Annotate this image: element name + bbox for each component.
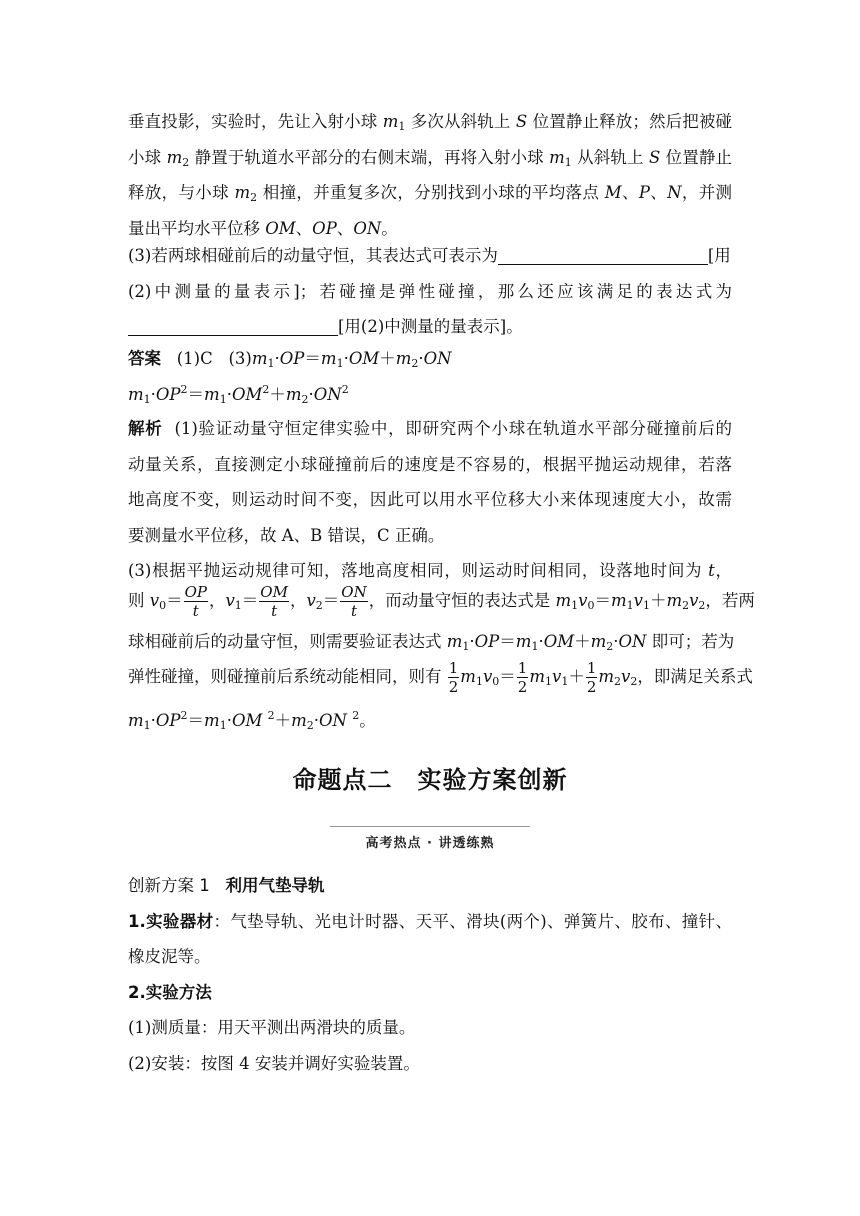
answer-blank — [498, 244, 708, 265]
section-subtitle-banner — [330, 826, 530, 856]
text-line: 则 $v_0=$ $\frac{OP}{t}$ ，$v_1=$ $\frac{OM}{t}$ ，$v_2=$ $\frac{ON}{t}$ ，而动量守恒的表达式是 $m_1v_0=m_1v_1+m_2v_2$，若两 — [128, 583, 755, 620]
answer-line: 答案 (1)C $(3)m_1\cdot OP=m_1\cdot OM+m_2\cdot ON$ — [128, 349, 452, 370]
text-line: (3)根据平抛运动规律可知，落地高度相同，则运动时间相同，设落地时间为 t， — [128, 561, 733, 580]
scheme-block — [128, 868, 732, 1081]
fraction: $\frac{1}{2}$ — [448, 659, 459, 696]
answer-blank — [128, 315, 338, 336]
fraction: $\frac{ON}{t}$ — [341, 583, 367, 620]
analysis-formula-line — [128, 580, 755, 622]
fraction: $\frac{OP}{t}$ — [184, 583, 207, 620]
fraction: $\frac{1}{2}$ — [586, 659, 597, 696]
analysis-energy-line — [128, 656, 753, 698]
text-line: 2.实验方法 — [128, 982, 212, 1002]
question-3 — [128, 238, 732, 345]
analysis-final — [128, 703, 732, 739]
section-subtitle: 高考热点 · 讲透练熟 — [365, 836, 495, 851]
text-line: 要测量水平位移，故 A、B 错误，C 正确。 — [128, 525, 445, 545]
text-line: 量出平均水平位移 OM、OP、ON。 — [128, 218, 398, 238]
text-line: 解析 (1)验证动量守恒定律实验中，即研究两个小球在轨道水平部分碰撞前后的 — [128, 419, 733, 438]
analysis-label: 解析 — [128, 419, 163, 438]
answer-line: $m_1\cdot OP^2=m_1\cdot OM^2+m_2\cdot ON^2$ — [128, 382, 349, 406]
text-line: 垂直投影，实验时，先让入射小球 $m_1$ 多次从斜轨上 S 位置静止释放；然后把被碰 — [128, 112, 732, 133]
text-line: (3)若两球相碰前后的动量守恒，其表达式可表示为 [用 — [128, 246, 731, 265]
text-line: [用(2)中测量的量表示]。 — [128, 309, 732, 345]
text-line: 地高度不变，则运动时间不变，因此可以用水平位移大小来体现速度大小，故需 — [128, 490, 732, 509]
scheme-heading: 创新方案 1 利用气垫导轨 — [128, 876, 325, 895]
answer-label: 答案 — [128, 349, 161, 368]
section-title: 命题点二 实验方案创新 — [292, 766, 568, 794]
fraction: $\frac{OM}{t}$ — [260, 583, 288, 620]
answer-block — [128, 341, 732, 412]
text-line: 球相碰前后的动量守恒，则需要验证表达式 $m_1\cdot OP=m_1\cdot OM+m_2\cdot ON$ 即可；若为 — [128, 632, 735, 653]
text-line: (2)中测量的量表示]；若碰撞是弹性碰撞，那么还应该满足的表达式为 — [128, 281, 732, 301]
divider — [330, 826, 530, 827]
text-line: 橡皮泥等。 — [128, 947, 211, 966]
analysis-part3-cont — [128, 624, 735, 660]
text-line: $m_1\cdot OP^2=m_1\cdot OM$ $^2+m_2\cdot ON$ $^2$。 — [128, 709, 376, 732]
text-line: 1.实验器材：气垫导轨、光电计时器、天平、滑块(两个)、弹簧片、胶布、撞针、 — [128, 911, 732, 931]
fraction: $\frac{1}{2}$ — [517, 659, 528, 696]
text-line: (1)测质量：用天平测出两滑块的质量。 — [128, 1018, 416, 1037]
procedure-paragraph — [128, 104, 732, 246]
analysis-block — [128, 411, 732, 553]
text-line: 弹性碰撞，则碰撞前后系统动能相同，则有 $\frac{1}{2}$ $m_1v_0=$ $\frac{1}{2}$ $m_1v_1+$ $\frac{1}{2}$ $m_2v_2$，即满足关系式 — [128, 659, 753, 696]
text-line: 释放，与小球 $m_2$ 相撞，并重复多次，分别找到小球的平均落点 M、P、N，并测 — [128, 183, 733, 204]
text-line: 动量关系，直接测定小球碰撞前后的速度是不容易的，根据平抛运动规律，若落 — [128, 454, 732, 474]
text-line: 小球 $m_2$ 静置于轨道水平部分的右侧末端，再将入射小球 $m_1$ 从斜轨上 S 位置静止 — [128, 147, 733, 169]
text-line: (2)安装：按图 4 安装并调好实验装置。 — [128, 1053, 420, 1073]
